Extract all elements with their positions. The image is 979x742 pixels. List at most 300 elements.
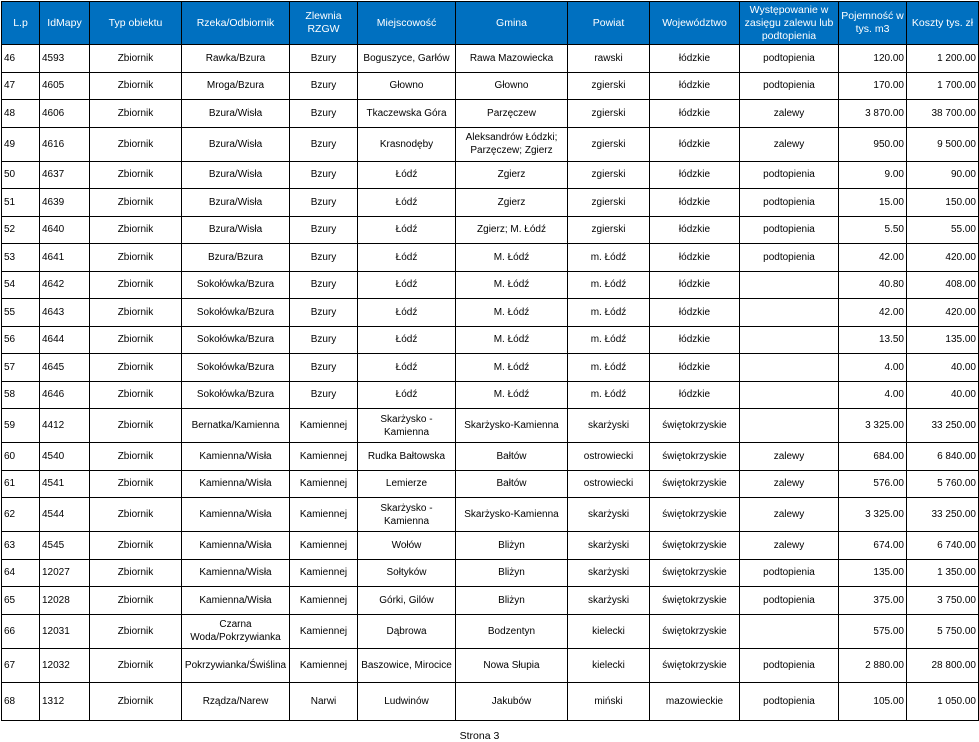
cell-zlewnia: Bzury xyxy=(290,72,358,100)
cell-pojemnosc: 674.00 xyxy=(839,532,907,560)
cell-miejscowosc: Sołtyków xyxy=(358,559,456,587)
cell-gmina: Bliżyn xyxy=(456,587,568,615)
cell-idmapy: 4639 xyxy=(40,189,90,217)
cell-idmapy: 4412 xyxy=(40,409,90,443)
cell-rzeka: Mroga/Bzura xyxy=(182,72,290,100)
cell-zlewnia: Bzury xyxy=(290,45,358,73)
cell-idmapy: 4643 xyxy=(40,299,90,327)
cell-miejscowosc: Skarżysko - Kamienna xyxy=(358,498,456,532)
cell-koszty: 28 800.00 xyxy=(907,648,979,682)
cell-wystepowanie: zalewy xyxy=(740,100,839,128)
cell-zlewnia: Bzury xyxy=(290,299,358,327)
cell-gmina: Głowno xyxy=(456,72,568,100)
table-row xyxy=(2,216,979,244)
cell-lp: 49 xyxy=(2,127,40,161)
cell-typ: Zbiornik xyxy=(90,381,182,409)
cell-idmapy: 4641 xyxy=(40,244,90,272)
cell-idmapy: 4540 xyxy=(40,443,90,471)
cell-powiat: zgierski xyxy=(568,189,650,217)
cell-wystepowanie xyxy=(740,614,839,648)
cell-pojemnosc: 3 325.00 xyxy=(839,409,907,443)
cell-rzeka: Sokołówka/Bzura xyxy=(182,299,290,327)
cell-lp: 53 xyxy=(2,244,40,272)
cell-gmina: M. Łódź xyxy=(456,244,568,272)
cell-wojewodztwo: łódzkie xyxy=(650,189,740,217)
cell-koszty: 6 840.00 xyxy=(907,443,979,471)
cell-idmapy: 4616 xyxy=(40,127,90,161)
header-zlewnia: Zlewnia RZGW xyxy=(290,2,358,45)
table-row xyxy=(2,271,979,299)
cell-wystepowanie: zalewy xyxy=(740,470,839,498)
cell-wojewodztwo: świętokrzyskie xyxy=(650,470,740,498)
cell-koszty: 3 750.00 xyxy=(907,587,979,615)
cell-pojemnosc: 120.00 xyxy=(839,45,907,73)
cell-powiat: zgierski xyxy=(568,216,650,244)
header-powiat: Powiat xyxy=(568,2,650,45)
cell-rzeka: Bzura/Wisła xyxy=(182,127,290,161)
cell-powiat: skarżyski xyxy=(568,559,650,587)
cell-miejscowosc: Dąbrowa xyxy=(358,614,456,648)
cell-typ: Zbiornik xyxy=(90,271,182,299)
cell-idmapy: 12032 xyxy=(40,648,90,682)
cell-rzeka: Kamienna/Wisła xyxy=(182,498,290,532)
cell-pojemnosc: 575.00 xyxy=(839,614,907,648)
cell-miejscowosc: Lemierze xyxy=(358,470,456,498)
cell-wojewodztwo: łódzkie xyxy=(650,72,740,100)
cell-rzeka: Kamienna/Wisła xyxy=(182,532,290,560)
cell-wystepowanie: podtopienia xyxy=(740,72,839,100)
table-row xyxy=(2,409,979,443)
cell-typ: Zbiornik xyxy=(90,682,182,720)
cell-zlewnia: Bzury xyxy=(290,326,358,354)
cell-zlewnia: Bzury xyxy=(290,271,358,299)
cell-typ: Zbiornik xyxy=(90,216,182,244)
cell-wojewodztwo: świętokrzyskie xyxy=(650,559,740,587)
header-pojemnosc: Pojemność w tys. m3 xyxy=(839,2,907,45)
cell-idmapy: 4593 xyxy=(40,45,90,73)
cell-wystepowanie: podtopienia xyxy=(740,559,839,587)
cell-rzeka: Rawka/Bzura xyxy=(182,45,290,73)
cell-miejscowosc: Rudka Bałtowska xyxy=(358,443,456,471)
cell-miejscowosc: Łódź xyxy=(358,189,456,217)
cell-wojewodztwo: łódzkie xyxy=(650,216,740,244)
cell-zlewnia: Narwi xyxy=(290,682,358,720)
cell-pojemnosc: 950.00 xyxy=(839,127,907,161)
cell-wojewodztwo: świętokrzyskie xyxy=(650,409,740,443)
cell-rzeka: Bzura/Wisła xyxy=(182,161,290,189)
cell-miejscowosc: Łódź xyxy=(358,381,456,409)
cell-typ: Zbiornik xyxy=(90,100,182,128)
cell-wystepowanie: podtopienia xyxy=(740,216,839,244)
cell-zlewnia: Kamiennej xyxy=(290,614,358,648)
cell-koszty: 40.00 xyxy=(907,381,979,409)
cell-pojemnosc: 40.80 xyxy=(839,271,907,299)
cell-wojewodztwo: świętokrzyskie xyxy=(650,498,740,532)
cell-koszty: 135.00 xyxy=(907,326,979,354)
cell-rzeka: Sokołówka/Bzura xyxy=(182,271,290,299)
cell-rzeka: Bernatka/Kamienna xyxy=(182,409,290,443)
cell-koszty: 33 250.00 xyxy=(907,498,979,532)
cell-idmapy: 4605 xyxy=(40,72,90,100)
cell-zlewnia: Kamiennej xyxy=(290,470,358,498)
header-wojewodztwo: Województwo xyxy=(650,2,740,45)
cell-powiat: zgierski xyxy=(568,127,650,161)
cell-rzeka: Bzura/Wisła xyxy=(182,216,290,244)
cell-powiat: skarżyski xyxy=(568,409,650,443)
cell-gmina: Zgierz xyxy=(456,189,568,217)
cell-powiat: zgierski xyxy=(568,72,650,100)
cell-wystepowanie: zalewy xyxy=(740,127,839,161)
cell-wojewodztwo: mazowieckie xyxy=(650,682,740,720)
cell-rzeka: Kamienna/Wisła xyxy=(182,470,290,498)
cell-rzeka: Sokołówka/Bzura xyxy=(182,354,290,382)
cell-rzeka: Sokołówka/Bzura xyxy=(182,381,290,409)
cell-koszty: 1 350.00 xyxy=(907,559,979,587)
cell-koszty: 420.00 xyxy=(907,244,979,272)
header-typ-obiektu: Typ obiektu xyxy=(90,2,182,45)
cell-koszty: 1 050.00 xyxy=(907,682,979,720)
cell-typ: Zbiornik xyxy=(90,614,182,648)
cell-typ: Zbiornik xyxy=(90,587,182,615)
cell-wystepowanie: podtopienia xyxy=(740,587,839,615)
cell-powiat: kielecki xyxy=(568,648,650,682)
cell-zlewnia: Bzury xyxy=(290,161,358,189)
cell-gmina: M. Łódź xyxy=(456,271,568,299)
table-row xyxy=(2,299,979,327)
cell-powiat: skarżyski xyxy=(568,587,650,615)
register-table xyxy=(1,1,979,721)
cell-wystepowanie: zalewy xyxy=(740,443,839,471)
cell-miejscowosc: Łódź xyxy=(358,299,456,327)
cell-powiat: rawski xyxy=(568,45,650,73)
cell-pojemnosc: 3 870.00 xyxy=(839,100,907,128)
table-row xyxy=(2,532,979,560)
cell-powiat: zgierski xyxy=(568,100,650,128)
cell-typ: Zbiornik xyxy=(90,470,182,498)
table-row xyxy=(2,161,979,189)
cell-gmina: Bodzentyn xyxy=(456,614,568,648)
cell-typ: Zbiornik xyxy=(90,72,182,100)
cell-lp: 66 xyxy=(2,614,40,648)
cell-powiat: ostrowiecki xyxy=(568,443,650,471)
cell-idmapy: 4606 xyxy=(40,100,90,128)
cell-powiat: ostrowiecki xyxy=(568,470,650,498)
cell-lp: 55 xyxy=(2,299,40,327)
cell-typ: Zbiornik xyxy=(90,45,182,73)
cell-wystepowanie xyxy=(740,326,839,354)
cell-lp: 60 xyxy=(2,443,40,471)
cell-wystepowanie: zalewy xyxy=(740,532,839,560)
cell-wojewodztwo: świętokrzyskie xyxy=(650,648,740,682)
cell-miejscowosc: Łódź xyxy=(358,271,456,299)
cell-wystepowanie xyxy=(740,354,839,382)
cell-koszty: 9 500.00 xyxy=(907,127,979,161)
header-miejscowosc: Miejscowość xyxy=(358,2,456,45)
cell-wojewodztwo: łódzkie xyxy=(650,161,740,189)
cell-lp: 68 xyxy=(2,682,40,720)
cell-wojewodztwo: świętokrzyskie xyxy=(650,532,740,560)
cell-gmina: Skarżysko-Kamienna xyxy=(456,498,568,532)
cell-typ: Zbiornik xyxy=(90,409,182,443)
cell-typ: Zbiornik xyxy=(90,299,182,327)
cell-wystepowanie xyxy=(740,271,839,299)
cell-pojemnosc: 42.00 xyxy=(839,244,907,272)
cell-powiat: kielecki xyxy=(568,614,650,648)
cell-gmina: Zgierz; M. Łódź xyxy=(456,216,568,244)
cell-powiat: zgierski xyxy=(568,161,650,189)
cell-koszty: 5 750.00 xyxy=(907,614,979,648)
cell-lp: 65 xyxy=(2,587,40,615)
cell-lp: 50 xyxy=(2,161,40,189)
table-row xyxy=(2,648,979,682)
cell-idmapy: 4544 xyxy=(40,498,90,532)
cell-zlewnia: Bzury xyxy=(290,244,358,272)
table-row xyxy=(2,498,979,532)
cell-idmapy: 4645 xyxy=(40,354,90,382)
cell-gmina: Skarżysko-Kamienna xyxy=(456,409,568,443)
header-idmapy: IdMapy xyxy=(40,2,90,45)
cell-wystepowanie xyxy=(740,409,839,443)
cell-koszty: 150.00 xyxy=(907,189,979,217)
cell-miejscowosc: Łódź xyxy=(358,244,456,272)
cell-typ: Zbiornik xyxy=(90,648,182,682)
table-row xyxy=(2,100,979,128)
cell-koszty: 90.00 xyxy=(907,161,979,189)
cell-zlewnia: Bzury xyxy=(290,381,358,409)
table-row xyxy=(2,244,979,272)
cell-rzeka: Bzura/Wisła xyxy=(182,189,290,217)
cell-wystepowanie xyxy=(740,299,839,327)
cell-rzeka: Rządza/Narew xyxy=(182,682,290,720)
cell-rzeka: Kamienna/Wisła xyxy=(182,559,290,587)
cell-miejscowosc: Głowno xyxy=(358,72,456,100)
cell-idmapy: 4541 xyxy=(40,470,90,498)
cell-idmapy: 12028 xyxy=(40,587,90,615)
cell-lp: 56 xyxy=(2,326,40,354)
cell-lp: 62 xyxy=(2,498,40,532)
cell-miejscowosc: Górki, Gilów xyxy=(358,587,456,615)
cell-koszty: 40.00 xyxy=(907,354,979,382)
cell-miejscowosc: Łódź xyxy=(358,326,456,354)
cell-miejscowosc: Baszowice, Mirocice xyxy=(358,648,456,682)
header-wystepowanie: Występowanie w zasięgu zalewu lub podtopienia xyxy=(740,2,839,45)
cell-idmapy: 12031 xyxy=(40,614,90,648)
cell-miejscowosc: Łódź xyxy=(358,216,456,244)
cell-powiat: miński xyxy=(568,682,650,720)
cell-powiat: skarżyski xyxy=(568,498,650,532)
cell-typ: Zbiornik xyxy=(90,127,182,161)
cell-typ: Zbiornik xyxy=(90,532,182,560)
table-row xyxy=(2,354,979,382)
cell-koszty: 1 700.00 xyxy=(907,72,979,100)
table-row xyxy=(2,189,979,217)
cell-rzeka: Czarna Woda/Pokrzywianka xyxy=(182,614,290,648)
cell-rzeka: Kamienna/Wisła xyxy=(182,587,290,615)
cell-zlewnia: Bzury xyxy=(290,354,358,382)
cell-pojemnosc: 9.00 xyxy=(839,161,907,189)
cell-zlewnia: Kamiennej xyxy=(290,587,358,615)
cell-zlewnia: Bzury xyxy=(290,127,358,161)
cell-pojemnosc: 15.00 xyxy=(839,189,907,217)
cell-wystepowanie: podtopienia xyxy=(740,189,839,217)
cell-wojewodztwo: łódzkie xyxy=(650,381,740,409)
cell-koszty: 38 700.00 xyxy=(907,100,979,128)
header-gmina: Gmina xyxy=(456,2,568,45)
cell-koszty: 408.00 xyxy=(907,271,979,299)
cell-miejscowosc: Krasnodęby xyxy=(358,127,456,161)
cell-gmina: Parzęczew xyxy=(456,100,568,128)
cell-gmina: M. Łódź xyxy=(456,326,568,354)
table-row xyxy=(2,470,979,498)
cell-pojemnosc: 684.00 xyxy=(839,443,907,471)
cell-lp: 58 xyxy=(2,381,40,409)
cell-miejscowosc: Boguszyce, Garłów xyxy=(358,45,456,73)
cell-lp: 61 xyxy=(2,470,40,498)
cell-powiat: m. Łódź xyxy=(568,299,650,327)
cell-wojewodztwo: łódzkie xyxy=(650,127,740,161)
table-row xyxy=(2,72,979,100)
cell-rzeka: Bzura/Bzura xyxy=(182,244,290,272)
cell-pojemnosc: 105.00 xyxy=(839,682,907,720)
cell-typ: Zbiornik xyxy=(90,443,182,471)
table-row xyxy=(2,45,979,73)
cell-wystepowanie: podtopienia xyxy=(740,244,839,272)
cell-gmina: Bliżyn xyxy=(456,559,568,587)
cell-wystepowanie xyxy=(740,381,839,409)
cell-pojemnosc: 42.00 xyxy=(839,299,907,327)
cell-miejscowosc: Wołów xyxy=(358,532,456,560)
cell-zlewnia: Kamiennej xyxy=(290,559,358,587)
cell-zlewnia: Bzury xyxy=(290,189,358,217)
cell-gmina: Rawa Mazowiecka xyxy=(456,45,568,73)
cell-lp: 51 xyxy=(2,189,40,217)
cell-rzeka: Sokołówka/Bzura xyxy=(182,326,290,354)
cell-pojemnosc: 135.00 xyxy=(839,559,907,587)
cell-lp: 64 xyxy=(2,559,40,587)
cell-miejscowosc: Skarżysko - Kamienna xyxy=(358,409,456,443)
cell-wojewodztwo: łódzkie xyxy=(650,326,740,354)
cell-gmina: M. Łódź xyxy=(456,299,568,327)
cell-wojewodztwo: łódzkie xyxy=(650,299,740,327)
cell-pojemnosc: 13.50 xyxy=(839,326,907,354)
cell-powiat: m. Łódź xyxy=(568,326,650,354)
cell-pojemnosc: 4.00 xyxy=(839,381,907,409)
table-body xyxy=(2,45,979,721)
table-row xyxy=(2,682,979,720)
cell-gmina: Bałtów xyxy=(456,443,568,471)
cell-wystepowanie: podtopienia xyxy=(740,682,839,720)
cell-wojewodztwo: łódzkie xyxy=(650,45,740,73)
cell-gmina: Bliżyn xyxy=(456,532,568,560)
cell-idmapy: 4640 xyxy=(40,216,90,244)
cell-powiat: m. Łódź xyxy=(568,354,650,382)
cell-lp: 47 xyxy=(2,72,40,100)
cell-typ: Zbiornik xyxy=(90,498,182,532)
cell-pojemnosc: 576.00 xyxy=(839,470,907,498)
cell-zlewnia: Kamiennej xyxy=(290,648,358,682)
cell-typ: Zbiornik xyxy=(90,161,182,189)
header-rzeka-odbiornik: Rzeka/Odbiornik xyxy=(182,2,290,45)
table-row xyxy=(2,587,979,615)
table-header-row xyxy=(2,2,979,45)
cell-zlewnia: Kamiennej xyxy=(290,498,358,532)
cell-koszty: 55.00 xyxy=(907,216,979,244)
cell-zlewnia: Kamiennej xyxy=(290,532,358,560)
cell-idmapy: 4545 xyxy=(40,532,90,560)
table-row xyxy=(2,326,979,354)
cell-powiat: m. Łódź xyxy=(568,381,650,409)
cell-gmina: Nowa Słupia xyxy=(456,648,568,682)
cell-pojemnosc: 170.00 xyxy=(839,72,907,100)
cell-lp: 57 xyxy=(2,354,40,382)
cell-lp: 63 xyxy=(2,532,40,560)
cell-koszty: 6 740.00 xyxy=(907,532,979,560)
cell-typ: Zbiornik xyxy=(90,189,182,217)
cell-zlewnia: Kamiennej xyxy=(290,409,358,443)
cell-miejscowosc: Łódź xyxy=(358,161,456,189)
cell-miejscowosc: Łódź xyxy=(358,354,456,382)
table-row xyxy=(2,559,979,587)
cell-gmina: Bałtów xyxy=(456,470,568,498)
cell-idmapy: 4637 xyxy=(40,161,90,189)
cell-pojemnosc: 2 880.00 xyxy=(839,648,907,682)
page-footer: Strona 3 xyxy=(459,730,500,742)
cell-koszty: 1 200.00 xyxy=(907,45,979,73)
cell-zlewnia: Bzury xyxy=(290,216,358,244)
cell-wojewodztwo: łódzkie xyxy=(650,100,740,128)
cell-rzeka: Pokrzywianka/Świślina xyxy=(182,648,290,682)
cell-gmina: Jakubów xyxy=(456,682,568,720)
cell-koszty: 5 760.00 xyxy=(907,470,979,498)
cell-typ: Zbiornik xyxy=(90,354,182,382)
cell-wystepowanie: podtopienia xyxy=(740,161,839,189)
cell-pojemnosc: 5.50 xyxy=(839,216,907,244)
cell-wojewodztwo: świętokrzyskie xyxy=(650,614,740,648)
header-koszty: Koszty tys. zł xyxy=(907,2,979,45)
cell-powiat: m. Łódź xyxy=(568,271,650,299)
cell-koszty: 420.00 xyxy=(907,299,979,327)
cell-pojemnosc: 4.00 xyxy=(839,354,907,382)
cell-rzeka: Kamienna/Wisła xyxy=(182,443,290,471)
table-row xyxy=(2,127,979,161)
cell-idmapy: 12027 xyxy=(40,559,90,587)
table-row xyxy=(2,443,979,471)
cell-lp: 59 xyxy=(2,409,40,443)
table-row xyxy=(2,381,979,409)
cell-miejscowosc: Tkaczewska Góra xyxy=(358,100,456,128)
cell-lp: 46 xyxy=(2,45,40,73)
cell-wojewodztwo: świętokrzyskie xyxy=(650,587,740,615)
cell-gmina: M. Łódź xyxy=(456,381,568,409)
cell-gmina: Zgierz xyxy=(456,161,568,189)
cell-gmina: M. Łódź xyxy=(456,354,568,382)
cell-powiat: m. Łódź xyxy=(568,244,650,272)
cell-rzeka: Bzura/Wisła xyxy=(182,100,290,128)
cell-idmapy: 1312 xyxy=(40,682,90,720)
cell-idmapy: 4646 xyxy=(40,381,90,409)
cell-wystepowanie: podtopienia xyxy=(740,648,839,682)
cell-wojewodztwo: łódzkie xyxy=(650,271,740,299)
cell-pojemnosc: 375.00 xyxy=(839,587,907,615)
cell-typ: Zbiornik xyxy=(90,326,182,354)
cell-lp: 67 xyxy=(2,648,40,682)
cell-pojemnosc: 3 325.00 xyxy=(839,498,907,532)
cell-wystepowanie: zalewy xyxy=(740,498,839,532)
cell-lp: 52 xyxy=(2,216,40,244)
cell-idmapy: 4644 xyxy=(40,326,90,354)
cell-lp: 54 xyxy=(2,271,40,299)
cell-miejscowosc: Ludwinów xyxy=(358,682,456,720)
